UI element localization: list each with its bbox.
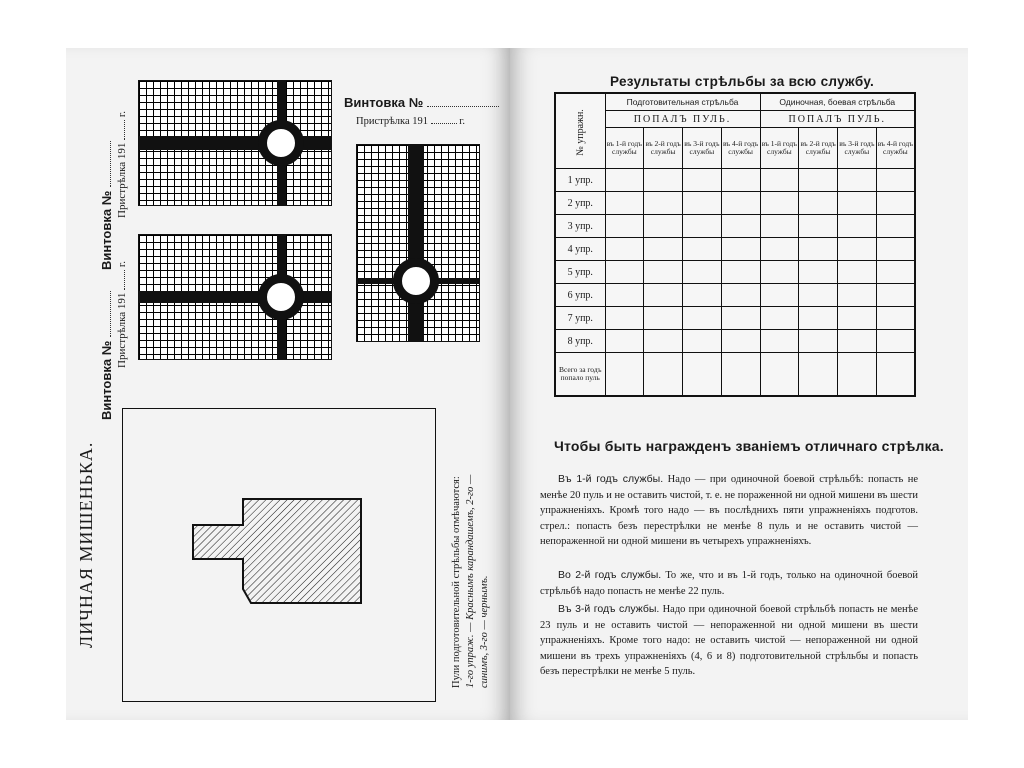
- exercise-row-label: 8 упр.: [555, 330, 605, 353]
- table-cell: [721, 330, 760, 353]
- table-cell: [721, 307, 760, 330]
- grid-2-bullseye: [258, 274, 304, 320]
- table-cell: [799, 169, 838, 192]
- table-cell: [683, 284, 722, 307]
- table-cell: [838, 192, 877, 215]
- table-cell: [683, 330, 722, 353]
- table-cell: [644, 284, 683, 307]
- table-cell: [838, 353, 877, 397]
- table-cell: [838, 215, 877, 238]
- year-3-text: Надо при одиночной боевой стрѣльбѣ попасть не менѣе 23 пуль и не оставить чистой — непораженной ни одной мишени въ шести упражненіяхъ. Кроме того надо: не оставить чистой — непораженной ни одной мишени въ трехъ упражненіяхъ (4, 6 и 8) подготовительной стрѣльбы и попасть безъ перестрѣлки не менѣе 5 пуль.: [540, 604, 919, 677]
- table-cell: [605, 353, 644, 397]
- left-page: [66, 48, 510, 720]
- table-cell: [760, 192, 799, 215]
- table-cell: [644, 307, 683, 330]
- year-2-paragraph: [540, 568, 918, 599]
- table-cell: [605, 215, 644, 238]
- table-cell: [799, 353, 838, 397]
- exercise-column-header: [555, 93, 605, 169]
- exercise-column-text: № упражн.: [574, 109, 586, 156]
- year-1-header: въ 1-й годъ службы: [605, 128, 644, 169]
- table-cell: [644, 330, 683, 353]
- table-cell: [799, 307, 838, 330]
- exercise-row-label: 6 упр.: [555, 284, 605, 307]
- table-cell: [605, 307, 644, 330]
- year-1-lead: Въ 1-й годъ службы.: [558, 473, 664, 485]
- prep-shooting-header: Подготовительная стрѣльба: [605, 93, 760, 111]
- zeroing-grid-2: [138, 234, 332, 360]
- zeroing-label-2: [116, 261, 128, 368]
- year-4-header: въ 4-й годъ службы: [721, 128, 760, 169]
- table-cell: [838, 261, 877, 284]
- table-row: [555, 261, 915, 284]
- table-cell: [605, 192, 644, 215]
- year-2-header: въ 2-й годъ службы: [644, 128, 683, 169]
- award-title: Чтобы быть награжденъ званіемъ отличнаго стрѣлка.: [554, 438, 944, 454]
- year-4-header: въ 4-й годъ службы: [876, 128, 915, 169]
- exercise-row-label: 3 упр.: [555, 215, 605, 238]
- table-cell: [799, 261, 838, 284]
- combat-shooting-header: Одиночная, боевая стрѣльба: [760, 93, 915, 111]
- rifle-number-label-2: [98, 291, 116, 420]
- personal-target-title: ЛИЧНАЯ МИШЕНЬКА.: [76, 441, 96, 648]
- table-cell: [876, 261, 915, 284]
- table-cell: [876, 284, 915, 307]
- table-cell: [760, 261, 799, 284]
- total-row-label: Всего за годъ попало пуль: [555, 353, 605, 397]
- table-cell: [721, 169, 760, 192]
- table-cell: [683, 169, 722, 192]
- zeroing-heading: [356, 116, 465, 127]
- table-cell: [799, 192, 838, 215]
- right-page: [510, 48, 968, 720]
- table-cell: [760, 353, 799, 397]
- table-cell: [721, 284, 760, 307]
- table-cell: [683, 353, 722, 397]
- table-cell: [683, 307, 722, 330]
- table-cell: [605, 261, 644, 284]
- table-cell: [721, 238, 760, 261]
- table-cell: [838, 238, 877, 261]
- year-3-lead: Въ 3-й годъ службы.: [558, 603, 660, 615]
- table-cell: [605, 238, 644, 261]
- table-cell: [799, 215, 838, 238]
- table-cell: [644, 169, 683, 192]
- table-cell: [605, 284, 644, 307]
- exercise-row-label: 5 упр.: [555, 261, 605, 284]
- table-cell: [644, 192, 683, 215]
- results-title: Результаты стрѣльбы за всю службу.: [610, 74, 875, 89]
- table-cell: [721, 353, 760, 397]
- bullets-note-line-2: 1-го упраж. — Краснымъ карандашемъ, 2-го —: [465, 474, 476, 688]
- table-cell: [721, 215, 760, 238]
- year-3-paragraph: [540, 602, 918, 680]
- rifle-label-text: Винтовка №: [99, 190, 114, 270]
- results-body: [555, 169, 915, 353]
- table-row: [555, 192, 915, 215]
- table-row: [555, 330, 915, 353]
- table-cell: [644, 261, 683, 284]
- bullets-note-line-1: Пули подготовительной стрѣльбы отмѣчаются:: [451, 476, 462, 688]
- grid-1-bullseye: [258, 120, 304, 166]
- year-2-header: въ 2-й годъ службы: [799, 128, 838, 169]
- table-row: [555, 284, 915, 307]
- table-cell: [876, 353, 915, 397]
- combat-hits-header: ПОПАЛЪ ПУЛЬ.: [760, 111, 915, 128]
- table-cell: [760, 284, 799, 307]
- prep-hits-header: ПОПАЛЪ ПУЛЬ.: [605, 111, 760, 128]
- table-cell: [644, 353, 683, 397]
- table-cell: [760, 169, 799, 192]
- table-cell: [876, 215, 915, 238]
- table-cell: [605, 330, 644, 353]
- exercise-row-label: 7 упр.: [555, 307, 605, 330]
- year-1-header: въ 1-й годъ службы: [760, 128, 799, 169]
- year-3-header: въ 3-й годъ службы: [683, 128, 722, 169]
- table-cell: [876, 192, 915, 215]
- table-cell: [876, 307, 915, 330]
- bullets-note-line-3: синимъ, 3-го — чернымъ.: [479, 575, 490, 688]
- table-cell: [876, 169, 915, 192]
- year-1-text: Надо — при одиночной боевой стрѣльбѣ: попасть не менѣе 20 пуль и не оставить чистой, т. е. не пораженной ни одной мишени въ шести упражненіяхъ. Кромѣ того надо — въ послѣднихъ пяти упражненіяхъ подготов. стрел.: попасть безъ перестрѣлки не менѣе 8 пуль и не оставить чистой — непораженной ни одной мишени въ четырехъ упражненіяхъ.: [540, 474, 918, 547]
- table-cell: [760, 215, 799, 238]
- rifle-heading-text: Винтовка №: [344, 95, 424, 110]
- grid-3-bullseye: [393, 258, 439, 304]
- zeroing-label-1: [116, 111, 128, 218]
- rifle-number-heading: [344, 94, 499, 112]
- table-cell: [683, 261, 722, 284]
- table-cell: [683, 215, 722, 238]
- table-cell: [644, 238, 683, 261]
- zeroing-label-text: Пристрѣлка 191: [116, 142, 128, 218]
- table-row: [555, 215, 915, 238]
- rifle-number-label-1: [98, 141, 116, 270]
- exercise-row-label: 2 упр.: [555, 192, 605, 215]
- table-cell: [838, 330, 877, 353]
- table-cell: [760, 307, 799, 330]
- zeroing-label-text: Пристрѣлка 191: [116, 292, 128, 368]
- rifle-label-text: Винтовка №: [99, 340, 114, 420]
- year-3-header: въ 3-й годъ службы: [838, 128, 877, 169]
- table-cell: [799, 284, 838, 307]
- table-cell: [799, 330, 838, 353]
- table-row: [555, 169, 915, 192]
- bullets-note: [450, 475, 492, 688]
- year-suffix: г.: [459, 116, 465, 127]
- year-suffix: г.: [116, 261, 128, 268]
- table-cell: [876, 330, 915, 353]
- silhouette-target: [123, 409, 435, 701]
- table-cell: [760, 330, 799, 353]
- table-cell: [760, 238, 799, 261]
- year-2-text: То же, что и въ 1-й годъ, только на одиночной боевой стрѣльбѣ надо попасть не менѣе 22 пуль.: [540, 570, 919, 597]
- table-cell: [605, 169, 644, 192]
- results-table: [554, 92, 916, 397]
- table-cell: [683, 192, 722, 215]
- table-cell: [838, 284, 877, 307]
- personal-target-frame: [122, 408, 436, 702]
- table-cell: [721, 261, 760, 284]
- table-row: [555, 307, 915, 330]
- exercise-row-label: 1 упр.: [555, 169, 605, 192]
- table-cell: [683, 238, 722, 261]
- table-row: [555, 238, 915, 261]
- table-cell: [838, 169, 877, 192]
- zeroing-grid-3: [356, 144, 480, 342]
- table-cell: [838, 307, 877, 330]
- table-cell: [799, 238, 838, 261]
- table-cell: [721, 192, 760, 215]
- year-2-lead: Во 2-й годъ службы.: [558, 569, 662, 581]
- grid-3-vertical-bar: [408, 145, 424, 341]
- year-suffix: г.: [116, 111, 128, 118]
- zeroing-grid-1: [138, 80, 332, 206]
- table-cell: [876, 238, 915, 261]
- table-cell: [644, 215, 683, 238]
- exercise-row-label: 4 упр.: [555, 238, 605, 261]
- zeroing-heading-text: Пристрѣлка 191: [356, 116, 428, 127]
- year-1-paragraph: [540, 472, 918, 550]
